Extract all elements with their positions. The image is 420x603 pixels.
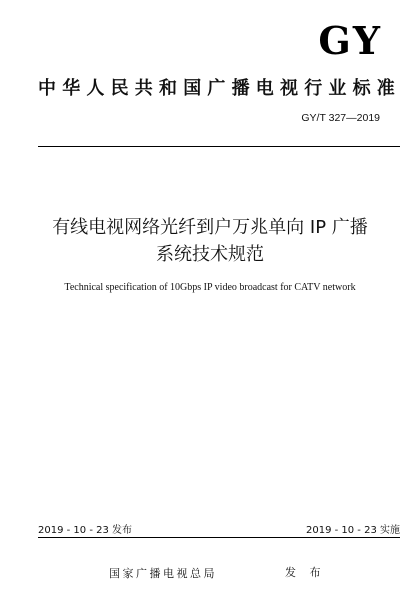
title-cn-line-2: 系统技术规范 <box>156 244 264 265</box>
top-divider <box>38 146 400 147</box>
document-title-cn <box>0 214 420 268</box>
standard-category: 中华人民共和国广播电视行业标准 <box>38 78 401 99</box>
gy-logo: GY <box>318 18 382 63</box>
title-cn-line-1: 有线电视网络光纤到户万兆单向 IP 广播 <box>52 217 368 238</box>
issue-date: 2019 - 10 - 23 发布 <box>38 525 133 536</box>
publish-label: 发 布 <box>285 566 326 579</box>
implementation-date: 2019 - 10 - 23 实施 <box>305 525 400 536</box>
standard-number: GY/T 327—2019 <box>301 112 380 124</box>
document-title-en: Technical specification of 10Gbps IP video broadcast for CATV network <box>64 282 356 293</box>
issuing-authority: 国家广播电视总局 <box>109 567 217 580</box>
bottom-divider <box>38 537 400 538</box>
